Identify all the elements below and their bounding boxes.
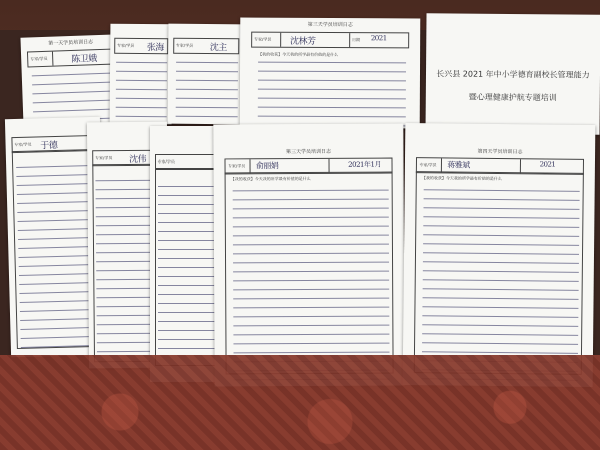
handwritten-name: 沈主 [209,43,227,54]
diary-sheet-back-2 [110,24,173,125]
diary-sheet-back-4 [240,18,421,129]
sheet-header-row [251,32,409,49]
training-cover-sheet [425,13,600,135]
sheet-header-row [27,48,116,67]
field-label: 专家/学员 [116,42,135,48]
diary-sheet-back-3 [168,24,245,125]
diary-sheet-back-1 [20,34,123,127]
field-label: 专家/学员 [14,141,32,148]
sheet-header-row [173,38,240,55]
handwritten-date: 2021年1月 [348,160,381,169]
field-label: 日期 [352,37,361,43]
diary-sheet-front-right [403,123,596,387]
handwritten-name: 沈伟 [129,154,147,165]
field-label: 专家/学员 [419,162,437,168]
handwritten-name: 陈卫娥 [71,54,97,66]
handwritten-name: 俞丽娟 [255,161,279,171]
cover-title-line1: 长兴县 2021 年中小学德育副校长管理能力 [436,69,590,80]
handwritten-name: 张海 [146,43,165,54]
sheet-prompt: 【我的收获】今天我的所学最有价值的是什么 [258,51,339,58]
sheet-header-row [114,38,169,54]
diary-sheet-front-main [213,124,404,387]
handwriting-lines [175,62,238,125]
handwriting-lines [158,186,220,357]
sheet-prompt: 【我的收获】今天我的所学最有价值的是什么 [421,175,502,182]
sheet-title: 第三天学员培训日志 [307,21,353,29]
sheet-prompt: 【我的收获】今天我的所学最有价值的是什么 [230,175,311,182]
patterned-carpet [0,355,600,450]
field-label: 专家/学员 [157,159,175,164]
field-label: 专家/学员 [227,163,246,169]
handwritten-date: 2021 [539,160,556,169]
handwritten-date: 2021 [370,34,387,43]
sheet-title: 第一天学员培训日志 [48,39,94,47]
handwritten-name: 蒋雅斌 [447,160,470,170]
field-label: 专家/学员 [95,155,113,161]
field-label: 专家/学员 [175,42,194,48]
handwriting-lines [16,165,99,356]
cover-title-line2: 暨心理健康护航专题培训 [468,92,557,103]
field-label: 专家/学员 [253,36,272,42]
sheet-title: 第三天学员培训日志 [285,148,331,156]
sheet-title: 第四天学员培训日志 [477,148,523,156]
handwriting-lines [116,62,167,124]
handwritten-name: 于德 [40,140,58,152]
handwriting-lines [258,62,406,129]
field-label: 专家/学员 [30,55,48,62]
handwritten-name: 沈林芳 [289,36,316,47]
